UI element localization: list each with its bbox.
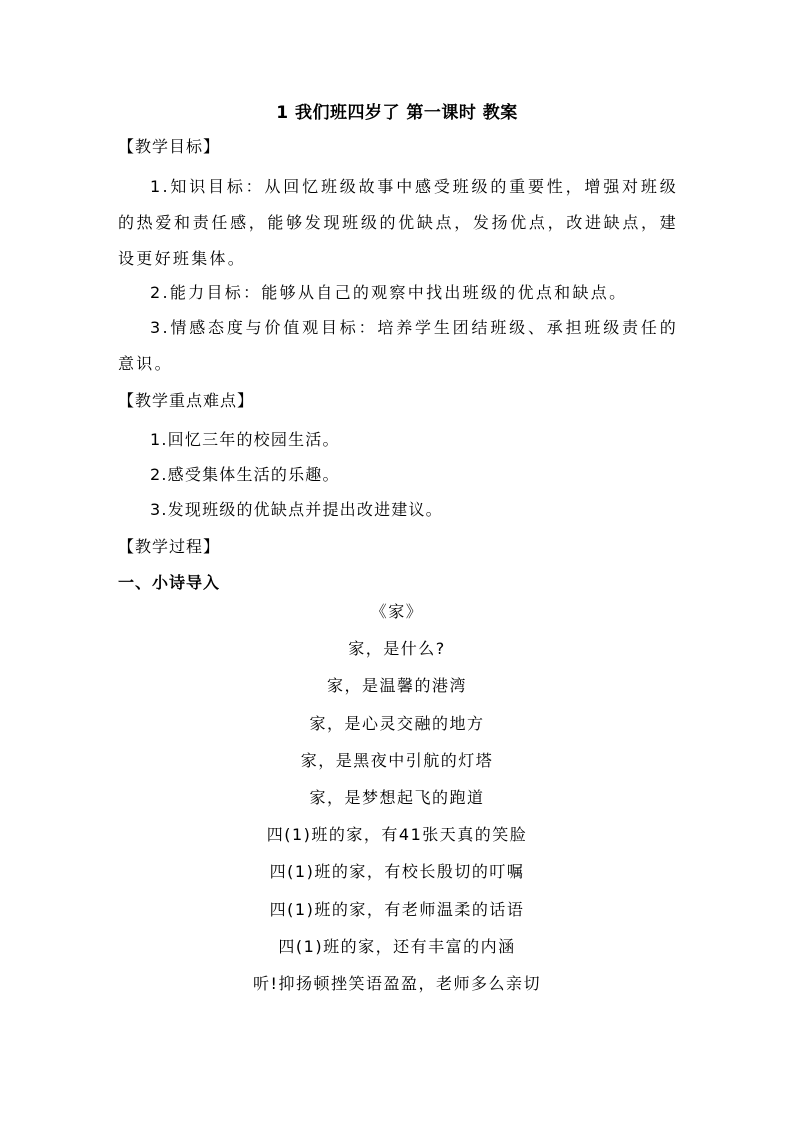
poem-line: 听!抑扬顿挫笑语盈盈，老师多么亲切 [253,973,541,993]
section-heading-key-points: 【教学重点难点】 [118,391,255,410]
poem [0,602,794,1011]
goal-item-knowledge: 1.知识目标：从回忆班级故事中感受班级的重要性，增强对班级的热爱和责任感，能够发现班级的优缺点，发扬优点，改进缺点，建设更好班集体。 [118,177,678,268]
goal-item-values: 3.情感态度与价值观目标：培养学生团结班级、承担班级责任的意识。 [118,318,678,373]
section-heading-process: 【教学过程】 [118,537,221,556]
key-point-item-1: 1.回忆三年的校园生活。 [150,430,340,449]
key-point-item-3: 3.发现班级的优缺点并提出改进建议。 [150,500,443,519]
poem-line: 四(1)班的家，有老师温柔的话语 [269,899,525,919]
goal-item-ability: 2.能力目标：能够从自己的观察中找出班级的优点和缺点。 [150,283,628,302]
poem-line: 四(1)班的家，有41张天真的笑脸 [266,825,528,845]
poem-title: 《家》 [370,602,424,621]
process-subheading: 一、小诗导入 [118,573,221,592]
poem-line: 家，是什么? [348,639,446,659]
poem-line: 家，是梦想起飞的跑道 [309,787,485,807]
poem-line: 家，是黑夜中引航的灯塔 [300,750,494,770]
section-heading-goals: 【教学目标】 [118,137,221,156]
poem-line: 四(1)班的家，还有丰富的内涵 [278,936,516,956]
poem-line: 家，是温馨的港湾 [326,676,467,696]
key-point-item-2: 2.感受集体生活的乐趣。 [150,465,340,484]
page-title: 1 我们班四岁了 第一课时 教案 [276,103,518,123]
poem-line: 四(1)班的家，有校长殷切的叮嘱 [269,862,525,882]
poem-line: 家，是心灵交融的地方 [309,713,485,733]
